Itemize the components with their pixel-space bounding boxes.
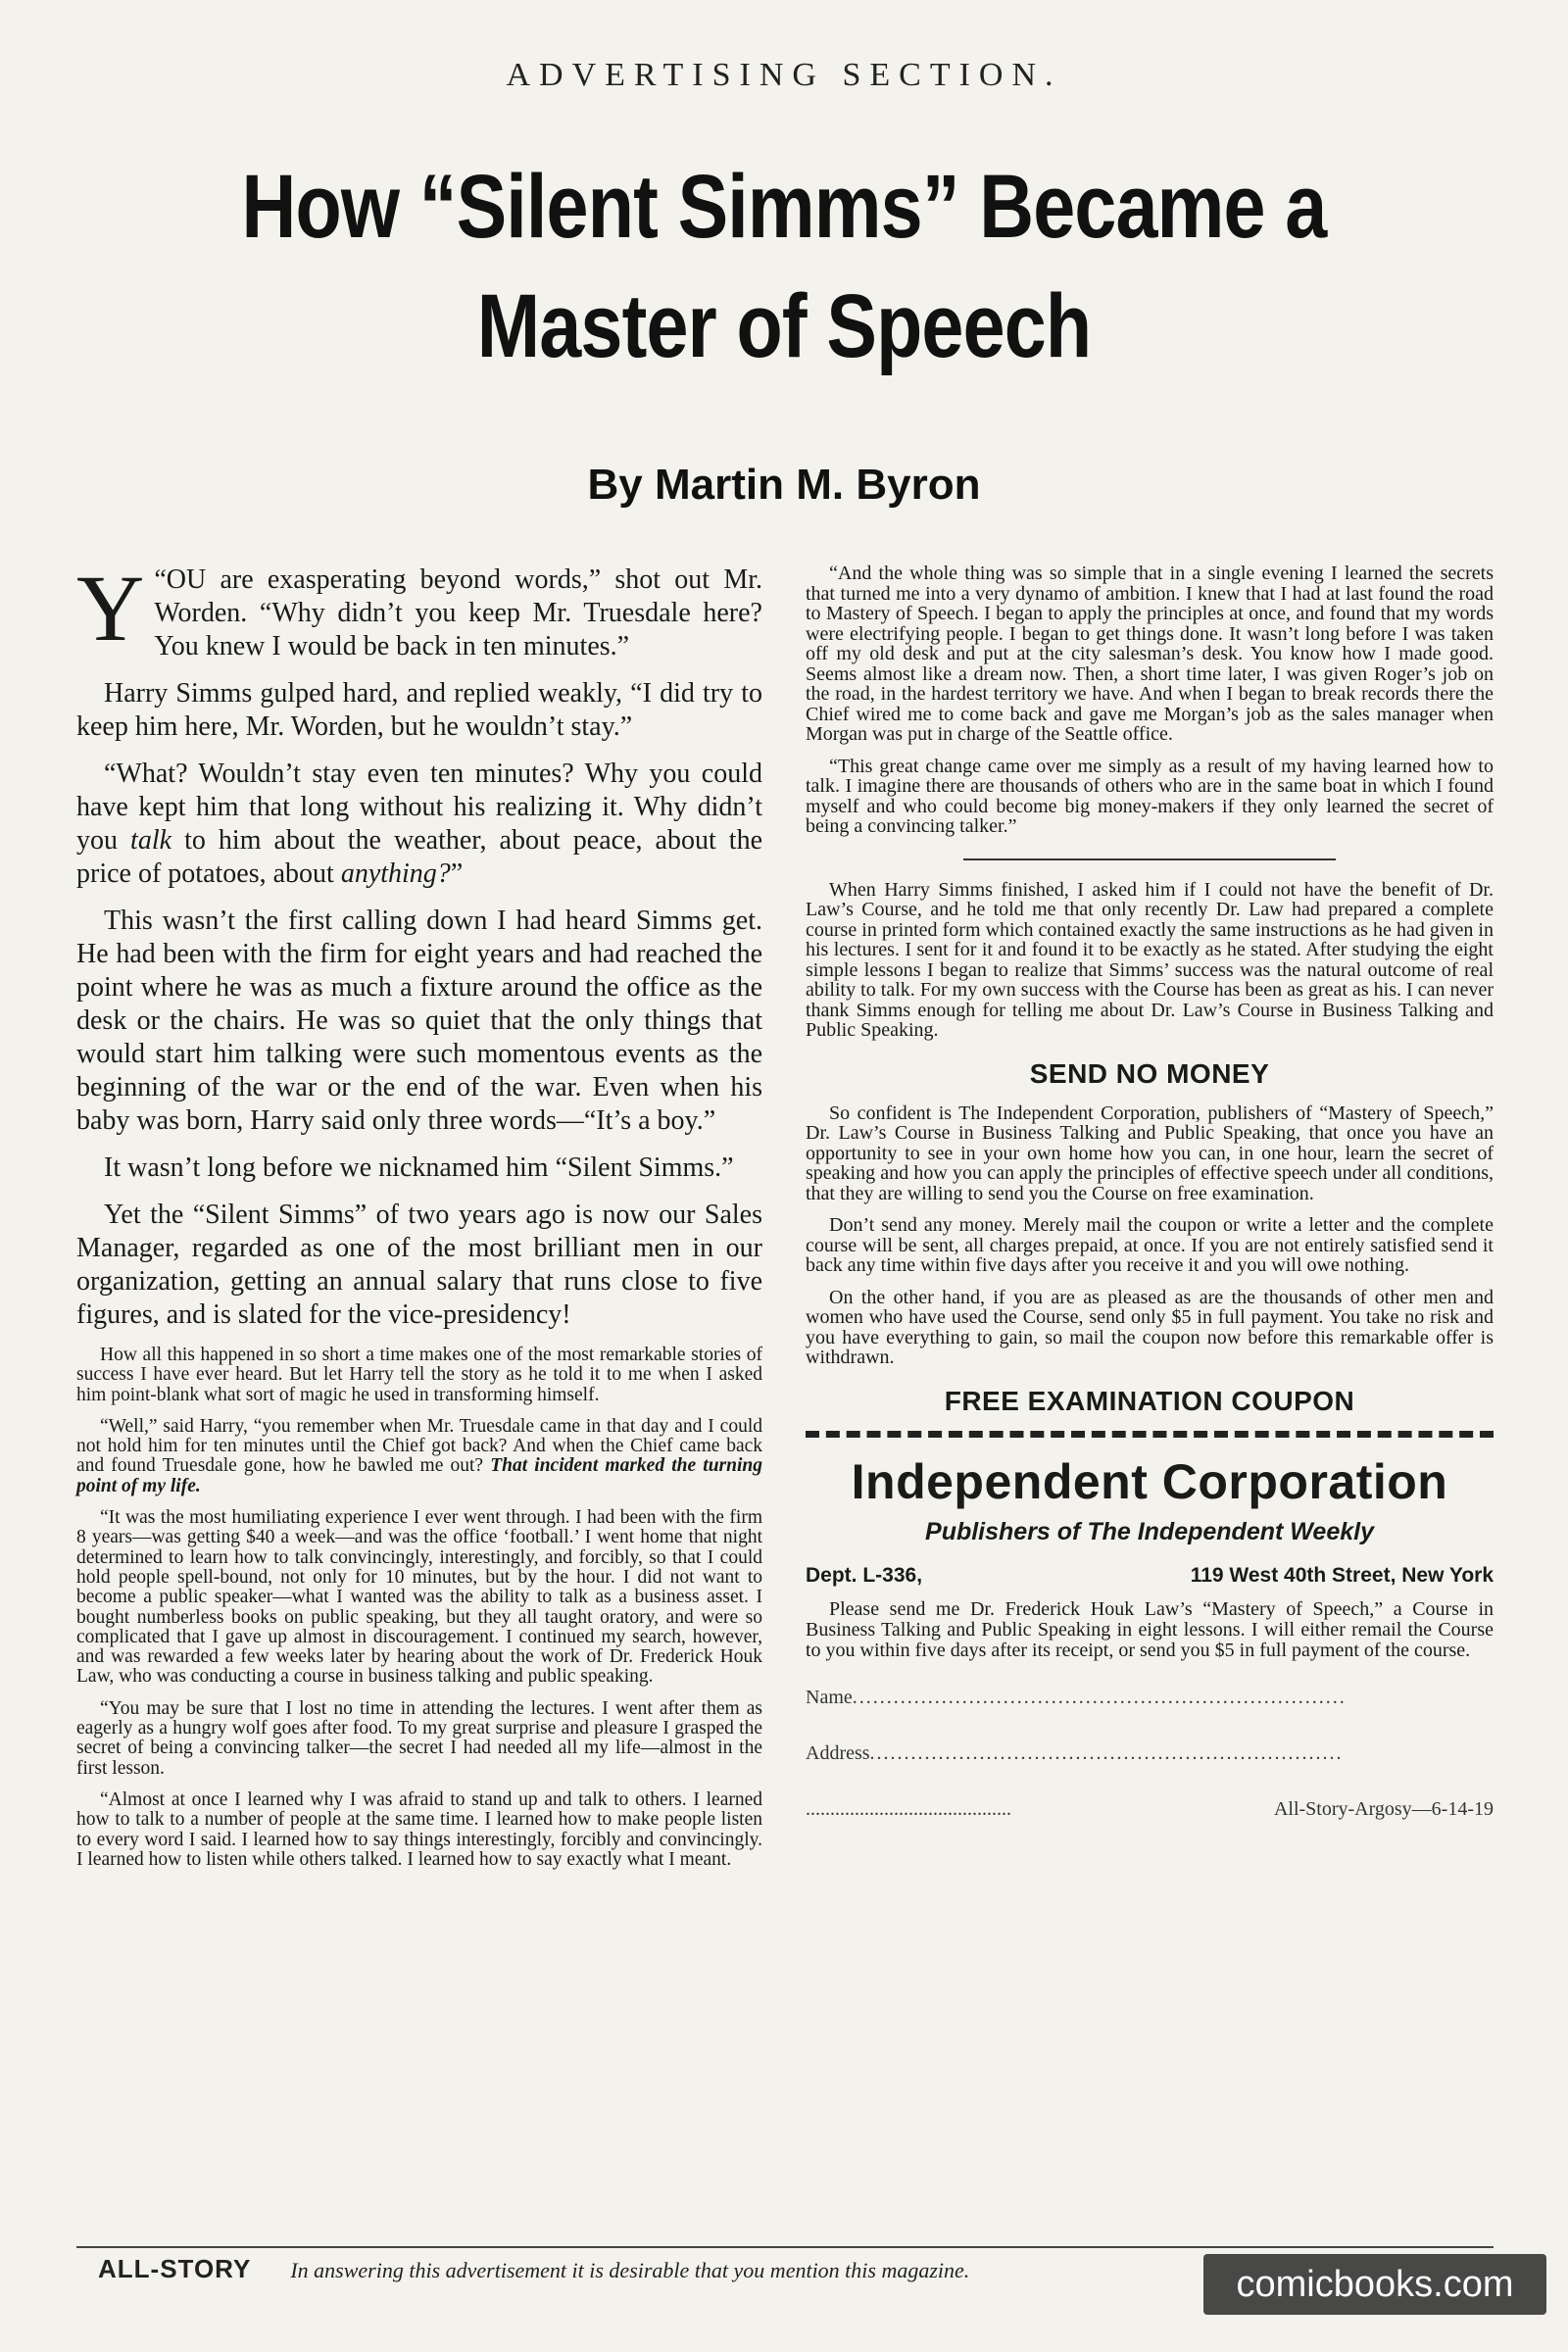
small-paragraphs-right (806, 564, 1494, 837)
small-paragraph-5: “Almost at once I learned why I was afraid to stand up and talk to others. I learned how to talk to a number of people at the same time. I learned how to make people listen to every word I said. I learned how to say things interestingly, forcibly and convincingly. I learned how to listen while others talked. I learned how to say exactly what I meant. (76, 1788, 762, 1870)
small-paragraphs-left (76, 1346, 762, 1870)
name-field[interactable]: Name........................................................................ (806, 1686, 1347, 1708)
coupon-code: All-Story-Argosy—6-14-19 (1273, 1797, 1494, 1820)
magazine-name: ALL-STORY (98, 2254, 252, 2283)
small-paragraph-2: “Well,” said Harry, “you remember when Mr. Truesdale came in that day and I could not hold him for ten minutes until the Chief got back? And when the Chief came back and found Truesdale gone, how he bawled me out? That incident marked the turning point of my life. (76, 1415, 762, 1496)
footer-note: In answering this advertisement it is desirable that you mention this magazine. (290, 2258, 970, 2282)
paragraph-6: Yet the “Silent Simms” of two years ago is now our Sales Manager, regarded as one of the most brilliant men in our organization, getting an annual salary that runs close to five figures, and is slated for the vice-presidency! (76, 1200, 762, 1330)
section-divider (963, 858, 1336, 860)
opening-quote: “ (154, 564, 167, 595)
paragraph-1: “ Y OU are exasperating beyond words,” shot out Mr. Worden. “Why didn’t you keep Mr. Truesdale here? You knew I would be back in ten minutes.” (76, 556, 762, 662)
lead-paragraphs (76, 556, 762, 1332)
blank-line[interactable]: .......................................... (806, 1797, 1011, 1820)
headline-line-2: Master of Speech (476, 276, 1092, 376)
coupon-heading: FREE EXAMINATION COUPON (944, 1385, 1355, 1416)
street-address: 119 West 40th Street, New York (1190, 1563, 1494, 1587)
coupon-text: Please send me Dr. Frederick Houk Law’s “Mastery of Speech,” a Course in Business Talking and Public Speaking in eight lessons. I will either remail the Course to you within five days after its receipt, or send you $5 in full payment of the course. (806, 1597, 1494, 1661)
turning-point-emphasis: That incident marked the turning point of my life. (76, 1455, 762, 1496)
send-no-money-heading: SEND NO MONEY (1029, 1057, 1270, 1089)
right-paragraph-5: Don’t send any money. Merely mail the coupon or write a letter and the complete course will be sent, all charges prepaid, at once. If you are not entirely satisfied send it back any time within five days after you receive it and you will owe nothing. (806, 1214, 1494, 1276)
small-paragraph-4: “You may be sure that I lost no time in attending the lectures. I went after them as eagerly as a hungry wolf goes after food. To my great surprise and pleasure I grasped the secret of being a convincing talker—the secret I had needed all my life—almost in the first lesson. (76, 1697, 762, 1779)
dept-address-row (806, 1564, 1494, 1588)
left-column (76, 556, 762, 1882)
paragraph-4: This wasn’t the first calling down I had heard Simms get. He had been with the firm for eight years and had reached the point where he was as much a fixture around the office as the desk or the chairs. He was so quiet that the only things that would start him talking were such momentous events as the beginning of the war or the end of the war. Even when his baby was born, Harry said only three words—“It’s a boy.” (76, 906, 762, 1136)
corporation-subtitle: Publishers of The Independent Weekly (925, 1517, 1374, 1545)
paragraph-5: It wasn’t long before we nicknamed him “Silent Simms.” (104, 1152, 734, 1183)
address-label: Address (806, 1741, 870, 1764)
small-paragraph-3: “It was the most humiliating experience I ever went through. I had been with the firm 8 years—was getting $40 a week—and was the office ‘football.’ I went home that night determined to learn how to talk convincingly, interestingly, and forcibly, so that I could hold people spell-bound, not only for 10 minutes, but by the hour. I did not want to become a public speaker—what I wanted was the ability to talk as a business asset. I bought numberless books on public speaking, but they all taught oratory, and were so complicated that I gave up almost in discouragement. I continued my search, however, and was rewarded a few weeks later by hearing about the work of Dr. Frederick Houk Law, who was conducting a course in business talking and public speaking. (76, 1507, 762, 1688)
corporation-name: Independent Corporation (851, 1453, 1448, 1509)
paragraph-3: “What? Wouldn’t stay even ten minutes? Why you could have kept him that long without his realizing it. Why didn’t you talk to him about the weather, about peace, about the price of potatoes, about anything?” (76, 759, 762, 889)
emphasis-talk: talk (130, 825, 172, 856)
emphasis-anything: anything? (340, 858, 451, 889)
byline: By Martin M. Byron (587, 461, 981, 509)
right-paragraph-6: On the other hand, if you are as pleased as are the thousands of other men and women who have used the Course, send only $5 in full payment. You take no risk and you have everything to gain, so mail the coupon now before this remarkable offer is withdrawn. (806, 1286, 1494, 1368)
right-paragraph-2: “This great change came over me simply as a result of my having learned how to talk. I imagine there are thousands of others who are in the same boat in which I found myself and who could become big money-makers if they only learned the secret of being a convincing talker.” (806, 755, 1494, 837)
headline (174, 147, 1393, 386)
right-paragraph-3: When Harry Simms finished, I asked him if I could not have the benefit of Dr. Law’s Course, and he told me that only recently Dr. Law had prepared a complete course in printed form which contained exactly the same instructions as he had given in his lectures. I sent for it and found it to be exactly as he stated. After studying the eight simple lessons I began to realize that Simms’ success was the natural outcome of real ability to talk. For my own success with the Course has been as great as his. I can never thank Simms enough for telling me about Dr. Law’s Course in Business Talking and Public Speaking. (806, 878, 1494, 1041)
running-head: ADVERTISING SECTION. (506, 57, 1062, 93)
watermark-logo: comicbooks.com (1203, 2254, 1546, 2315)
coupon-cut-line (806, 1431, 1494, 1438)
headline-line-1: How “Silent Simms” Became a (241, 157, 1327, 257)
right-column (806, 564, 1494, 1821)
small-paragraph-1: How all this happened in so short a time makes one of the most remarkable stories of success I have ever heard. But let Harry tell the story as he told it to me when I asked him point-blank what sort of magic he used in transforming himself. (76, 1345, 762, 1405)
right-paragraph-4: So confident is The Independent Corporation, publishers of “Mastery of Speech,” Dr. Law’s Course in Business Talking and Public Speaking, that once you have an opportunity to see in your own home how you can, in one hour, learn the secret of speaking and how you can apply the principles of effective speech under all conditions, that they are willing to send you the Course on free examination. (806, 1102, 1494, 1204)
drop-cap: Y (76, 556, 145, 661)
dept-number: Dept. L-336, (806, 1563, 923, 1587)
paragraph-2: Harry Simms gulped hard, and replied weakly, “I did try to keep him here, Mr. Worden, but he wouldn’t stay.” (76, 678, 762, 742)
footer-rule (76, 2246, 1494, 2248)
coupon (806, 1453, 1494, 1821)
right-paragraph-1: “And the whole thing was so simple that in a single evening I learned the secrets that turned me into a very dynamo of ambition. I knew that I had at last found the road to Mastery of Speech. I began to apply the principles at once, and found that my words were electrifying people. I began to get things done. It wasn’t long before I was taken off my old desk and put at the city salesman’s desk. You know how I made good. Seems almost like a dream now. Then, a short time later, I was given Roger’s job on the road, in the hardest territory we have. And when I began to break records there the Chief wired me to come back and gave me Morgan’s job as the sales manager when Morgan was put in charge of the Seattle office. (806, 563, 1494, 745)
coupon-footer (806, 1798, 1494, 1821)
name-label: Name (806, 1686, 853, 1708)
address-field[interactable]: Address..................................................................... (806, 1741, 1344, 1764)
